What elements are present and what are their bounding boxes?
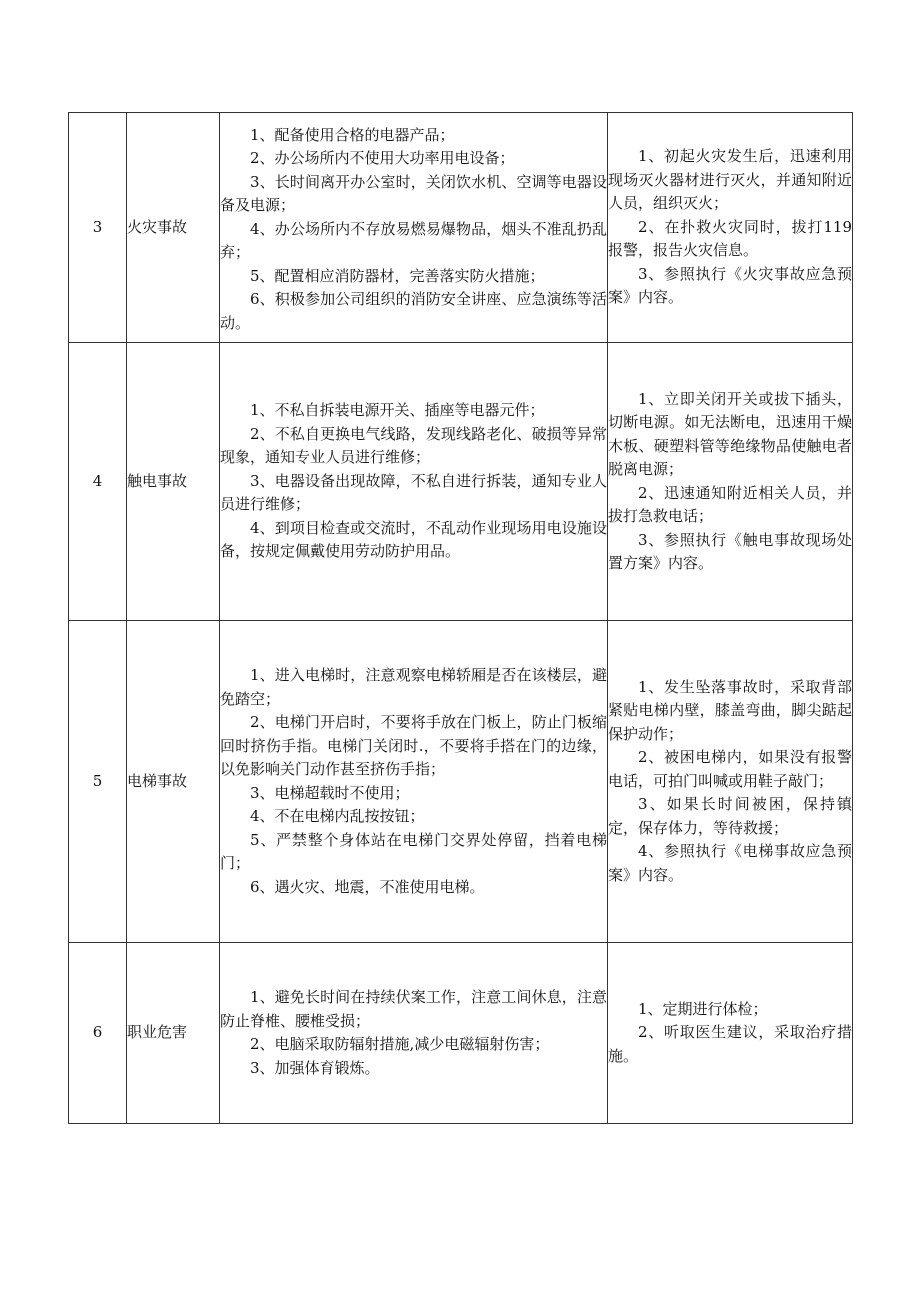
- prevention-measures: [220, 621, 608, 943]
- prevention-item: 1、不私自拆装电源开关、插座等电器元件；: [250, 401, 545, 420]
- emergency-response: [608, 943, 853, 1124]
- table-row-electric-shock: [69, 343, 853, 621]
- prevention-item: 6、积极参加公司组织的消防安全讲座、应急演练等活动。: [220, 290, 607, 332]
- prevention-item: 4、办公场所内不存放易燃易爆物品，烟头不准乱扔乱弃；: [220, 219, 607, 262]
- response-item: 1、初起火灾发生后，迅速利用现场灭火器材进行灭火，并通知附近人员，组织灭火；: [608, 147, 852, 213]
- prevention-item: 1、进入电梯时，注意观察电梯轿厢是否在该楼层，避免踏空；: [220, 666, 607, 708]
- prevention-item: 4、到项目检查或交流时，不乱动作业现场用电设施设备，按规定佩戴使用劳动防护用品。: [220, 518, 607, 561]
- response-item: 2、迅速通知附近相关人员，并拔打急救电话；: [608, 483, 852, 525]
- emergency-response: [608, 113, 853, 343]
- prevention-item: 6、遇火灾、地震，不准使用电梯。: [250, 877, 485, 896]
- response-item: 2、被困电梯内，如果没有报警电话，可拍门叫喊或用鞋子敲门；: [608, 748, 852, 790]
- response-item: 4、参照执行《电梯事故应急预案》内容。: [608, 842, 852, 884]
- prevention-item: 2、电脑采取防辐射措施,减少电磁辐射伤害；: [250, 1035, 550, 1053]
- response-item: 1、发生坠落事故时，采取背部紧贴电梯内壁，膝盖弯曲，脚尖踮起保护动作；: [608, 677, 852, 743]
- prevention-item: 1、配备使用合格的电器产品；: [250, 125, 455, 144]
- hazard-type: 触电事故: [127, 343, 220, 621]
- prevention-item: 5、配置相应消防器材，完善落实防火措施；: [250, 266, 545, 285]
- row-number: 4: [69, 343, 127, 621]
- prevention-item: 2、电梯门开启时，不要将手放在门板上，防止门板缩回时挤伤手指。电梯门关闭时.，不要将手搭在门的边缘，以免影响关门动作甚至挤伤手指；: [220, 713, 607, 778]
- table-row-occupational-hazard: [69, 943, 853, 1124]
- response-item: 2、听取医生建议，采取治疗措施。: [608, 1023, 852, 1065]
- prevention-item: 1、避免长时间在持续伏案工作，注意工间休息，注意防止脊椎、腰椎受损；: [220, 988, 607, 1030]
- prevention-item: 3、电器设备出现故障，不私自进行拆装，通知专业人员进行维修；: [220, 471, 607, 514]
- emergency-response: [608, 343, 853, 621]
- prevention-measures: [220, 343, 608, 621]
- row-number: 3: [69, 113, 127, 343]
- prevention-item: 2、不私自更换电气线路，发现线路老化、破损等异常现象，通知专业人员进行维修；: [220, 424, 607, 467]
- response-item: 3、如果长时间被困，保持镇定，保存体力，等待救援；: [608, 795, 852, 837]
- prevention-item: 2、办公场所内不使用大功率用电设备；: [250, 149, 515, 168]
- response-item: 1、定期进行体检；: [638, 999, 768, 1018]
- hazard-type: 火灾事故: [127, 113, 220, 343]
- prevention-measures: [220, 113, 608, 343]
- table-row-elevator: [69, 621, 853, 943]
- hazard-table: [68, 112, 853, 1124]
- response-item: 2、在扑救火灾同时，拔打119报警，报告火灾信息。: [608, 217, 852, 260]
- prevention-item: 3、加强体育锻炼。: [250, 1058, 380, 1077]
- hazard-type: 职业危害: [127, 943, 220, 1124]
- response-item: 1、立即关闭开关或拔下插头，切断电源。如无法断电，迅速用干燥木板、硬塑料管等绝缘物品使触电者脱离电源；: [608, 389, 852, 478]
- emergency-response: [608, 621, 853, 943]
- prevention-item: 3、电梯超载时不使用；: [250, 783, 410, 802]
- table-row-fire: [69, 113, 853, 343]
- prevention-item: 3、长时间离开办公室时，关闭饮水机、空调等电器设备及电源；: [220, 172, 607, 215]
- response-item: 3、参照执行《触电事故现场处置方案》内容。: [608, 530, 852, 572]
- row-number: 6: [69, 943, 127, 1124]
- prevention-item: 5、严禁整个身体站在电梯门交界处停留，挡着电梯门；: [220, 830, 607, 872]
- prevention-item: 4、不在电梯内乱按按钮；: [250, 807, 425, 825]
- hazard-type: 电梯事故: [127, 621, 220, 943]
- row-number: 5: [69, 621, 127, 943]
- response-item: 3、参照执行《火灾事故应急预案》内容。: [608, 264, 852, 307]
- prevention-measures: [220, 943, 608, 1124]
